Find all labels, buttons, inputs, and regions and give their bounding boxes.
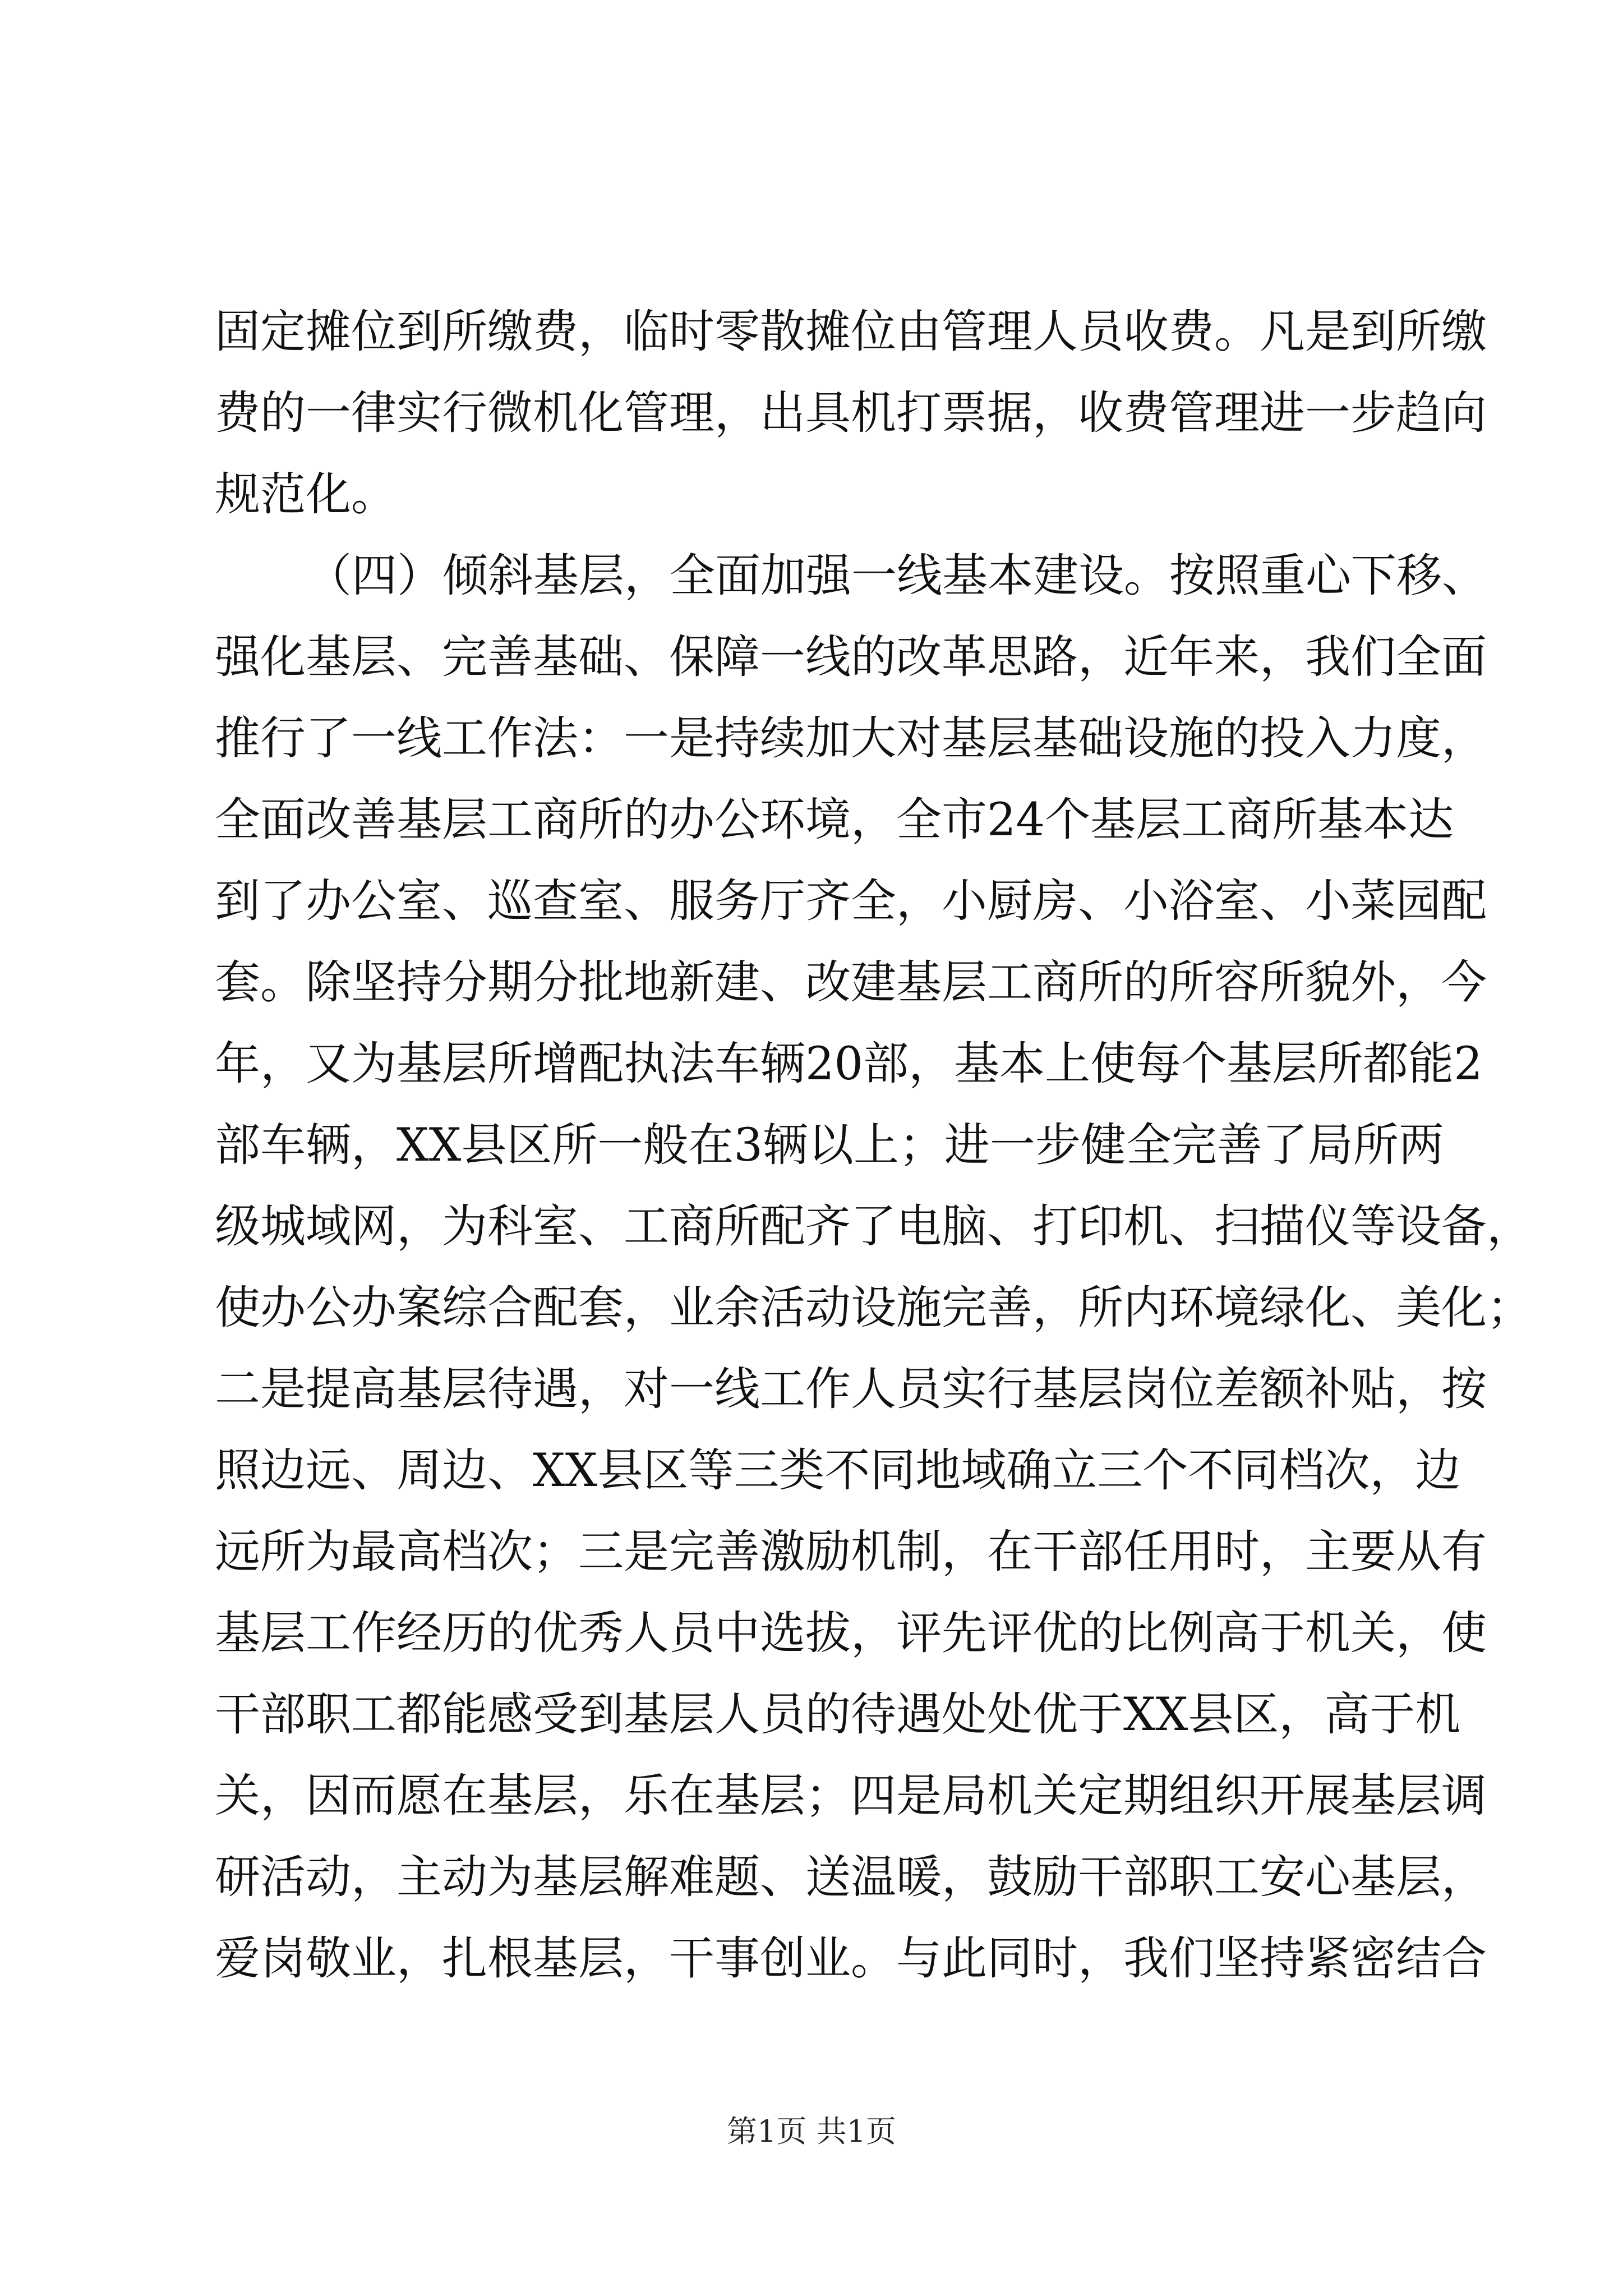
text-line: 级城域网，为科室、工商所配齐了电脑、打印机、扫描仪等设备， [215, 1200, 1533, 1253]
page-footer [0, 2109, 1623, 2154]
text-line: 规范化。 [215, 468, 397, 521]
text-line: 推行了一线工作法：一是持续加大对基层基础设施的投入力度， [215, 712, 1487, 765]
text-line: 固定摊位到所缴费，临时零散摊位由管理人员收费。凡是到所缴 [215, 306, 1487, 358]
paragraph-heading-line: （四）倾斜基层，全面加强一线基本建设。按照重心下移、 [306, 550, 1488, 602]
text-line: 二是提高基层待遇，对一线工作人员实行基层岗位差额补贴，按 [215, 1363, 1487, 1416]
body-text [215, 292, 1533, 2000]
text-line: 关，因而愿在基层，乐在基层；四是局机关定期组织开展基层调 [215, 1770, 1487, 1823]
text-line: 基层工作经历的优秀人员中选拔，评先评优的比例高于机关，使 [215, 1607, 1487, 1660]
text-line: 研活动，主动为基层解难题、送温暖，鼓励干部职工安心基层， [215, 1851, 1487, 1904]
text-line: 照边远、周边、XX县区等三类不同地域确立三个不同档次，边 [215, 1444, 1461, 1497]
text-line: 远所为最高档次；三是完善激励机制，在干部任用时，主要从有 [215, 1526, 1487, 1579]
text-line: 爱岗敬业，扎根基层，干事创业。与此同时，我们坚持紧密结合 [215, 1932, 1487, 1985]
text-line: 强化基层、完善基础、保障一线的改革思路，近年来，我们全面 [215, 631, 1487, 684]
text-line: 费的一律实行微机化管理，出具机打票据，收费管理进一步趋向 [215, 387, 1487, 440]
text-line: 年，又为基层所增配执法车辆20部，基本上使每个基层所都能2 [215, 1038, 1483, 1091]
text-line: 部车辆，XX县区所一般在3辆以上；进一步健全完善了局所两 [215, 1119, 1444, 1172]
text-line: 使办公办案综合配套，业余活动设施完善，所内环境绿化、美化； [215, 1282, 1533, 1335]
text-line: 套。除坚持分期分批地新建、改建基层工商所的所容所貌外，今 [215, 956, 1487, 1009]
text-line: 全面改善基层工商所的办公环境，全市24个基层工商所基本达 [215, 794, 1454, 846]
text-line: 干部职工都能感受到基层人员的待遇处处优于XX县区，高于机 [215, 1688, 1461, 1741]
page-number: 第1页 共1页 [727, 2114, 896, 2149]
text-line: 到了办公室、巡查室、服务厅齐全，小厨房、小浴室、小菜园配 [215, 875, 1487, 928]
